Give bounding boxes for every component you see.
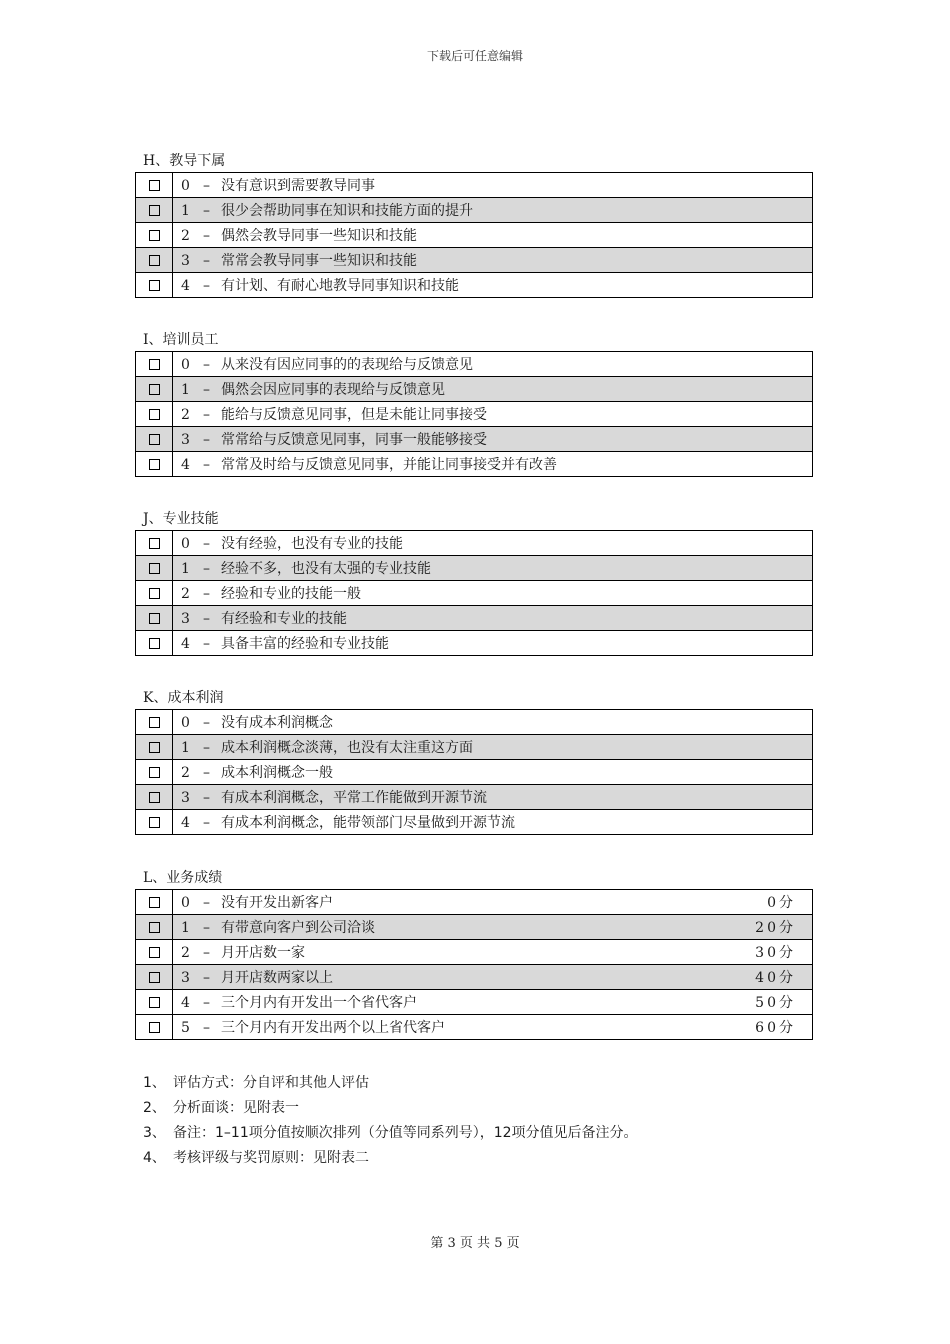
option-row <box>136 402 813 427</box>
option-text: 三个月内有开发出一个省代客户 <box>221 995 417 1011</box>
checkbox[interactable] <box>149 384 160 395</box>
option-text: 偶然会因应同事的表现给与反馈意见 <box>221 382 445 398</box>
section-title: J、专业技能 <box>143 511 219 527</box>
note-item <box>143 1146 638 1171</box>
option-number: 2 <box>181 765 190 781</box>
checkbox[interactable] <box>149 817 160 828</box>
dash: – <box>203 611 210 627</box>
section-title: L、业务成绩 <box>143 870 223 886</box>
note-text: 分析面谈：见附表一 <box>173 1100 299 1116</box>
option-number: 2 <box>181 586 190 602</box>
checkbox[interactable] <box>149 205 160 216</box>
checkbox[interactable] <box>149 434 160 445</box>
option-number: 2 <box>181 407 190 423</box>
option-text: 很少会帮助同事在知识和技能方面的提升 <box>221 203 473 219</box>
note-text: 评估方式：分自评和其他人评估 <box>173 1075 369 1091</box>
option-row <box>136 223 813 248</box>
dash: – <box>203 457 210 473</box>
section-h <box>135 150 813 298</box>
dash: – <box>203 815 210 831</box>
checkbox[interactable] <box>149 588 160 599</box>
option-table <box>135 172 813 298</box>
option-row <box>136 377 813 402</box>
dash: – <box>203 253 210 269</box>
option-text: 没有成本利润概念 <box>221 715 333 731</box>
option-table <box>135 351 813 477</box>
dash: – <box>203 178 210 194</box>
option-number: 1 <box>181 382 190 398</box>
option-number: 4 <box>181 278 190 294</box>
dash: – <box>203 203 210 219</box>
dash: – <box>203 1020 210 1036</box>
option-text: 常常给与反馈意见同事，同事一般能够接受 <box>221 432 487 448</box>
option-number: 3 <box>181 611 190 627</box>
option-row <box>136 452 813 477</box>
notes <box>143 1071 638 1171</box>
dash: – <box>203 536 210 552</box>
checkbox[interactable] <box>149 972 160 983</box>
option-row <box>136 760 813 785</box>
checkbox[interactable] <box>149 613 160 624</box>
checkbox[interactable] <box>149 280 160 291</box>
option-text: 没有经验，也没有专业的技能 <box>221 536 403 552</box>
dash: – <box>203 636 210 652</box>
option-number: 4 <box>181 636 190 652</box>
option-row <box>136 581 813 606</box>
option-text: 具备丰富的经验和专业技能 <box>221 636 389 652</box>
option-text: 常常及时给与反馈意见同事，并能让同事接受并有改善 <box>221 457 557 473</box>
dash: – <box>203 995 210 1011</box>
option-text: 没有开发出新客户 <box>221 895 333 911</box>
option-score: 0分 <box>767 895 796 911</box>
option-text: 从来没有因应同事的的表现给与反馈意见 <box>221 357 473 373</box>
option-row <box>136 556 813 581</box>
note-text: 考核评级与奖罚原则：见附表二 <box>173 1150 369 1166</box>
option-row <box>136 198 813 223</box>
section-title: K、成本利润 <box>143 690 224 706</box>
checkbox[interactable] <box>149 230 160 241</box>
checkbox[interactable] <box>149 409 160 420</box>
section-j <box>135 508 813 656</box>
option-row <box>136 1015 813 1040</box>
option-number: 0 <box>181 536 190 552</box>
option-text: 月开店数一家 <box>221 945 305 961</box>
checkbox[interactable] <box>149 767 160 778</box>
note-item <box>143 1071 638 1096</box>
option-number: 3 <box>181 970 190 986</box>
option-text: 三个月内有开发出两个以上省代客户 <box>221 1020 445 1036</box>
checkbox[interactable] <box>149 180 160 191</box>
option-row <box>136 990 813 1015</box>
checkbox[interactable] <box>149 717 160 728</box>
option-text: 经验不多，也没有太强的专业技能 <box>221 561 431 577</box>
option-number: 0 <box>181 895 190 911</box>
section-l <box>135 867 813 1040</box>
checkbox[interactable] <box>149 742 160 753</box>
option-text: 有经验和专业的技能 <box>221 611 347 627</box>
option-table <box>135 889 813 1040</box>
option-number: 1 <box>181 920 190 936</box>
option-score: 40分 <box>755 970 796 986</box>
checkbox[interactable] <box>149 947 160 958</box>
checkbox[interactable] <box>149 563 160 574</box>
page-header: 下载后可任意编辑 <box>426 49 523 63</box>
option-row <box>136 915 813 940</box>
option-table <box>135 709 813 835</box>
option-text: 能给与反馈意见同事，但是未能让同事接受 <box>221 407 487 423</box>
section-i <box>135 329 813 477</box>
option-number: 4 <box>181 995 190 1011</box>
section-title: I、培训员工 <box>143 332 219 348</box>
checkbox[interactable] <box>149 922 160 933</box>
option-text: 没有意识到需要教导同事 <box>221 178 375 194</box>
dash: – <box>203 790 210 806</box>
checkbox[interactable] <box>149 459 160 470</box>
option-text: 成本利润概念淡薄，也没有太注重这方面 <box>221 740 473 756</box>
option-number: 5 <box>181 1020 190 1036</box>
dash: – <box>203 561 210 577</box>
option-number: 3 <box>181 790 190 806</box>
page-footer: 第 3 页 共 5 页 <box>430 1236 520 1251</box>
checkbox[interactable] <box>149 897 160 908</box>
option-number: 1 <box>181 740 190 756</box>
checkbox[interactable] <box>149 538 160 549</box>
note-item <box>143 1096 638 1121</box>
option-text: 经验和专业的技能一般 <box>221 586 361 602</box>
option-row <box>136 606 813 631</box>
option-row <box>136 352 813 377</box>
option-row <box>136 785 813 810</box>
checkbox[interactable] <box>149 255 160 266</box>
option-text: 常常会教导同事一些知识和技能 <box>221 253 417 269</box>
option-number: 4 <box>181 815 190 831</box>
option-row <box>136 940 813 965</box>
dash: – <box>203 382 210 398</box>
dash: – <box>203 407 210 423</box>
option-row <box>136 427 813 452</box>
option-number: 3 <box>181 253 190 269</box>
option-score: 20分 <box>755 920 796 936</box>
dash: – <box>203 765 210 781</box>
note-text: 备注：1–11项分值按顺次排列（分值等同系列号），12项分值见后备注分。 <box>173 1125 638 1141</box>
option-row <box>136 810 813 835</box>
option-score: 30分 <box>755 945 796 961</box>
dash: – <box>203 278 210 294</box>
option-text: 有成本利润概念，平常工作能做到开源节流 <box>221 790 487 806</box>
checkbox[interactable] <box>149 792 160 803</box>
option-text: 有带意向客户到公司洽谈 <box>221 920 375 936</box>
dash: – <box>203 895 210 911</box>
option-row <box>136 710 813 735</box>
option-row <box>136 531 813 556</box>
option-number: 0 <box>181 178 190 194</box>
section-title: H、教导下属 <box>143 153 226 169</box>
option-score: 50分 <box>755 995 796 1011</box>
dash: – <box>203 945 210 961</box>
section-k <box>135 687 813 835</box>
option-score: 60分 <box>755 1020 796 1036</box>
option-row <box>136 631 813 656</box>
option-text: 月开店数两家以上 <box>221 970 333 986</box>
dash: – <box>203 715 210 731</box>
note-item <box>143 1121 638 1146</box>
option-number: 0 <box>181 715 190 731</box>
option-text: 偶然会教导同事一些知识和技能 <box>221 228 417 244</box>
option-number: 1 <box>181 203 190 219</box>
option-row <box>136 173 813 198</box>
option-number: 2 <box>181 945 190 961</box>
dash: – <box>203 357 210 373</box>
dash: – <box>203 970 210 986</box>
option-number: 0 <box>181 357 190 373</box>
option-number: 1 <box>181 561 190 577</box>
note-number: 3、 <box>143 1125 166 1141</box>
option-row <box>136 248 813 273</box>
option-row <box>136 890 813 915</box>
option-text: 成本利润概念一般 <box>221 765 333 781</box>
option-row <box>136 965 813 990</box>
note-number: 2、 <box>143 1100 166 1116</box>
checkbox[interactable] <box>149 1022 160 1033</box>
dash: – <box>203 586 210 602</box>
note-number: 4、 <box>143 1150 166 1166</box>
option-number: 4 <box>181 457 190 473</box>
option-row <box>136 273 813 298</box>
checkbox[interactable] <box>149 997 160 1008</box>
option-table <box>135 530 813 656</box>
dash: – <box>203 920 210 936</box>
dash: – <box>203 740 210 756</box>
option-number: 3 <box>181 432 190 448</box>
dash: – <box>203 432 210 448</box>
option-text: 有计划、有耐心地教导同事知识和技能 <box>221 278 459 294</box>
option-number: 2 <box>181 228 190 244</box>
dash: – <box>203 228 210 244</box>
checkbox[interactable] <box>149 638 160 649</box>
option-row <box>136 735 813 760</box>
note-number: 1、 <box>143 1075 166 1091</box>
checkbox[interactable] <box>149 359 160 370</box>
option-text: 有成本利润概念，能带领部门尽量做到开源节流 <box>221 815 515 831</box>
